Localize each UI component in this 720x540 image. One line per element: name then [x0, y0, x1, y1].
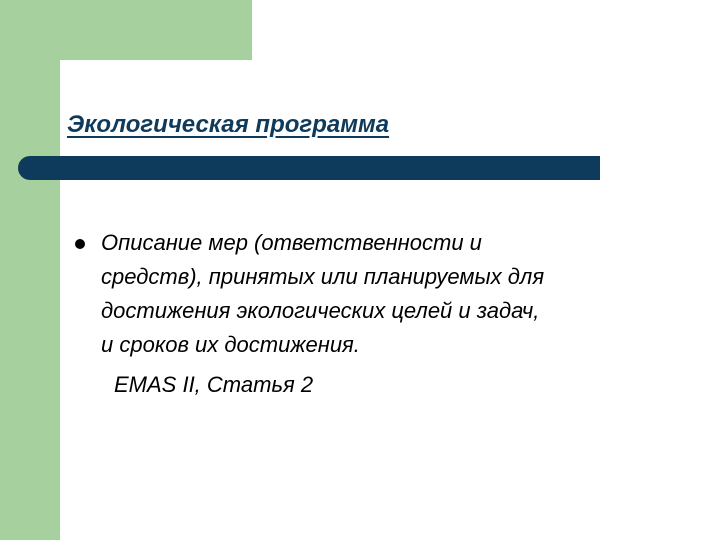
slide-body-text	[101, 226, 701, 362]
decorative-green-bar-vertical	[0, 0, 60, 540]
body-line: и сроков их достижения.	[101, 332, 360, 357]
source-citation: EMAS II, Статья 2	[114, 372, 314, 397]
bullet-dot-icon	[75, 239, 85, 249]
decorative-corner-curve	[60, 60, 100, 100]
body-line: средств), принятых или планируемых для	[101, 264, 545, 289]
body-line: достижения экологических целей и задач,	[101, 298, 540, 323]
title-divider-bar	[18, 156, 600, 180]
body-line: Описание мер (ответственности и	[101, 230, 482, 255]
decorative-green-bar-horizontal	[0, 0, 252, 60]
slide-title: Экологическая программа	[67, 111, 390, 138]
